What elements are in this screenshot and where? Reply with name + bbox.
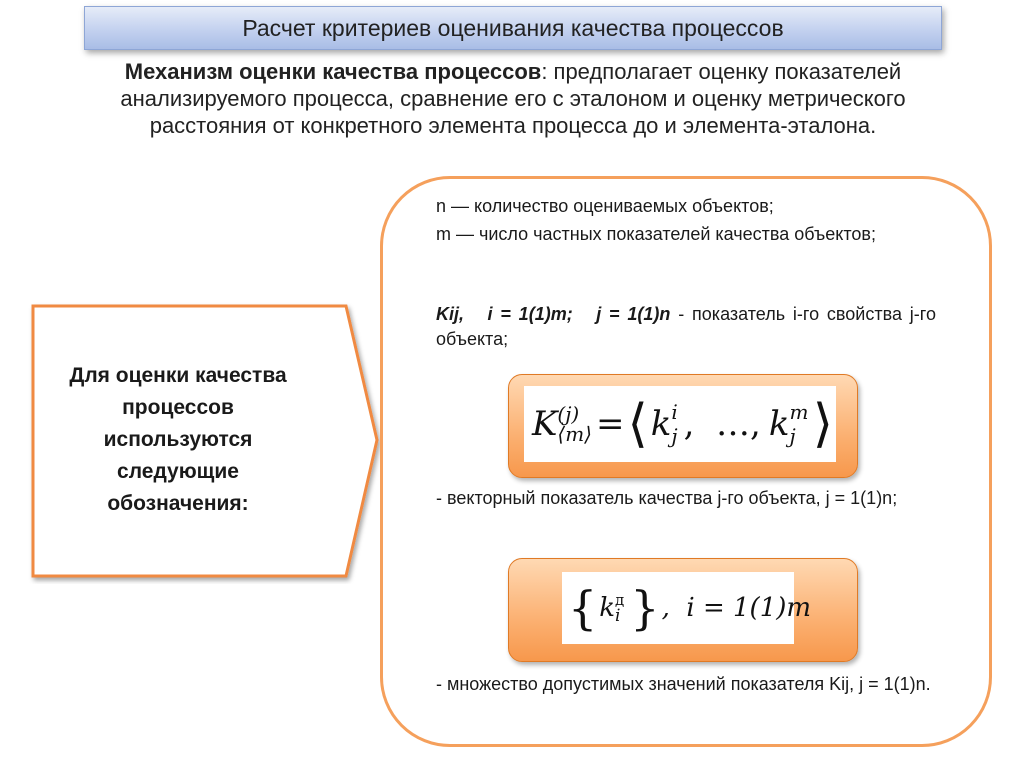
formula-open-bracket: ⟨ [627,394,648,454]
intro-text: : предполагает оценку показателей анализируемого процесса, сравнение его с эталоном и оценку метрического расстояния от конкретного элемента процесса до и элемента-эталона. [120,59,906,138]
slide-title: Расчет критериев оценивания качества процессов [242,14,784,41]
formula-k2: k [768,404,790,444]
def-kij [436,302,936,352]
intro-bold-term: Механизм оценки качества процессов [124,59,542,84]
formula-k1: k [650,404,672,444]
kij-text: - показатель i-го свойства j-го объекта; [436,304,936,349]
formula-set [562,572,812,644]
kij-formula: Kij, i = 1(1)m; j = 1(1)n [436,304,671,324]
formula-set-rest: , i = 1(1)m [661,593,812,623]
intro-paragraph [90,58,936,139]
formula-k-scripts [557,404,592,444]
formula-close-bracket: ⟩ [812,394,833,454]
formula-k-sub: ⟨m⟩ [557,422,592,446]
def-n: n — количество оцениваемых объектов; [436,196,774,216]
formula-set-scripts [615,592,624,624]
formula-k-sup: (j) [557,402,580,426]
formula-k1-sub: i j [671,400,678,448]
formula-set-close: } [630,581,660,635]
slide-title-bar [84,6,942,50]
formula-vector [524,386,836,462]
def-m: m — число частных показателей качества объектов; [436,224,876,244]
formula-eq: = [595,404,625,444]
def-vector: - векторный показатель качества j-го объекта, j = 1(1)n; [436,488,898,508]
formula-set-sub: i [615,606,621,626]
formula-k-base: K [532,404,558,444]
callout-text: Для оценки качества процессов используются следующие обозначения: [69,364,287,515]
formula-set-k: k [599,593,616,623]
formula-sep: , …, [683,404,761,444]
formula-set-sup: д [615,591,625,609]
def-set: - множество допустимых значений показателя Kij, j = 1(1)n. [436,674,931,694]
formula-k2-sub: m j [789,400,809,448]
formula-set-open: { [568,581,598,635]
